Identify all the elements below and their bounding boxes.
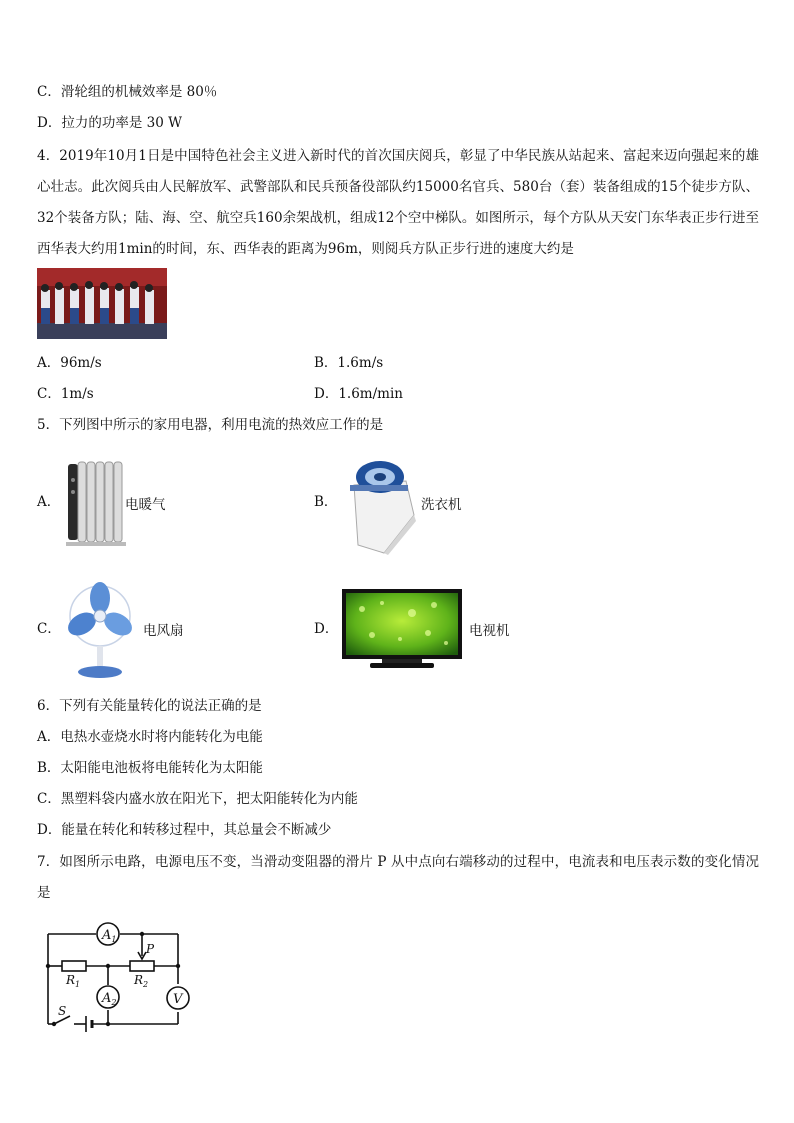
switch-s-label: S xyxy=(58,1004,67,1018)
television-image xyxy=(342,589,462,671)
option-c-prev: C．滑轮组的机械效率是 80％ xyxy=(37,84,218,100)
q4-option-b: B．1.6m/s xyxy=(314,355,384,371)
q5-option-b-letter: B． xyxy=(314,494,338,510)
q6-option-b: B．太阳能电池板将电能转化为太阳能 xyxy=(37,760,263,776)
q5-option-c-letter: C． xyxy=(37,621,61,637)
q6-option-c: C．黑塑料袋内盛水放在阳光下，把太阳能转化为内能 xyxy=(37,791,358,807)
parade-photo xyxy=(37,268,167,339)
q4-option-a: A．96m/s xyxy=(37,355,102,371)
voltmeter-label: V xyxy=(173,992,183,1007)
question-4-text: 4．2019年10月1日是中国特色社会主义进入新时代的首次国庆阅兵，彰显了中华民族从站起来、富起来迈向强起来的雄心壮志。此次阅兵由人民解放军、武警部队和民兵预备役部队约15000名官兵、580台（套）装备组成的15个徒步方队、32个装备方队；陆、海、空、航空兵160余架战机，组成12个空中梯队。如图所示，每个方队从天安门东华表正步行进至西华表大约用1min的时间，东、西华表的距离为96m，则阅兵方队正步行进的速度大约是 xyxy=(37,148,759,257)
q5-option-d-caption: 电视机 xyxy=(469,623,510,639)
q6-option-a: A．电热水壶烧水时将内能转化为电能 xyxy=(37,729,263,745)
option-d-prev: D．拉力的功率是 30 W xyxy=(37,115,182,131)
slider-p-label: P xyxy=(146,942,155,956)
question-6-text: 6．下列有关能量转化的说法正确的是 xyxy=(37,698,262,714)
resistor-r1-label: $R_1$ xyxy=(66,973,81,989)
question-7-text: 7．如图所示电路，电源电压不变，当滑动变阻器的滑片 P 从中点向右端移动的过程中，电流表和电压表示数的变化情况是 xyxy=(37,854,759,901)
electric-heater-image xyxy=(64,458,130,550)
circuit-diagram xyxy=(38,920,194,1040)
washing-machine-image xyxy=(344,455,420,555)
ammeter-a2-label: $A_2$ xyxy=(102,991,117,1007)
q5-option-d-letter: D． xyxy=(314,621,339,637)
q4-option-d: D．1.6m/min xyxy=(314,386,403,402)
q4-option-c: C．1m/s xyxy=(37,386,94,402)
ammeter-a1-label: $A_1$ xyxy=(102,928,117,944)
q5-option-c-caption: 电风扇 xyxy=(143,623,184,639)
q5-option-a-caption: 电暖气 xyxy=(125,497,166,513)
electric-fan-image xyxy=(64,582,136,680)
q5-option-a-letter: A． xyxy=(37,494,61,510)
q5-option-b-caption: 洗衣机 xyxy=(421,497,462,513)
q6-option-d: D．能量在转化和转移过程中，其总量会不断减少 xyxy=(37,822,332,838)
resistor-r2-label: $R_2$ xyxy=(134,973,149,989)
question-5-text: 5．下列图中所示的家用电器，利用电流的热效应工作的是 xyxy=(37,417,384,433)
